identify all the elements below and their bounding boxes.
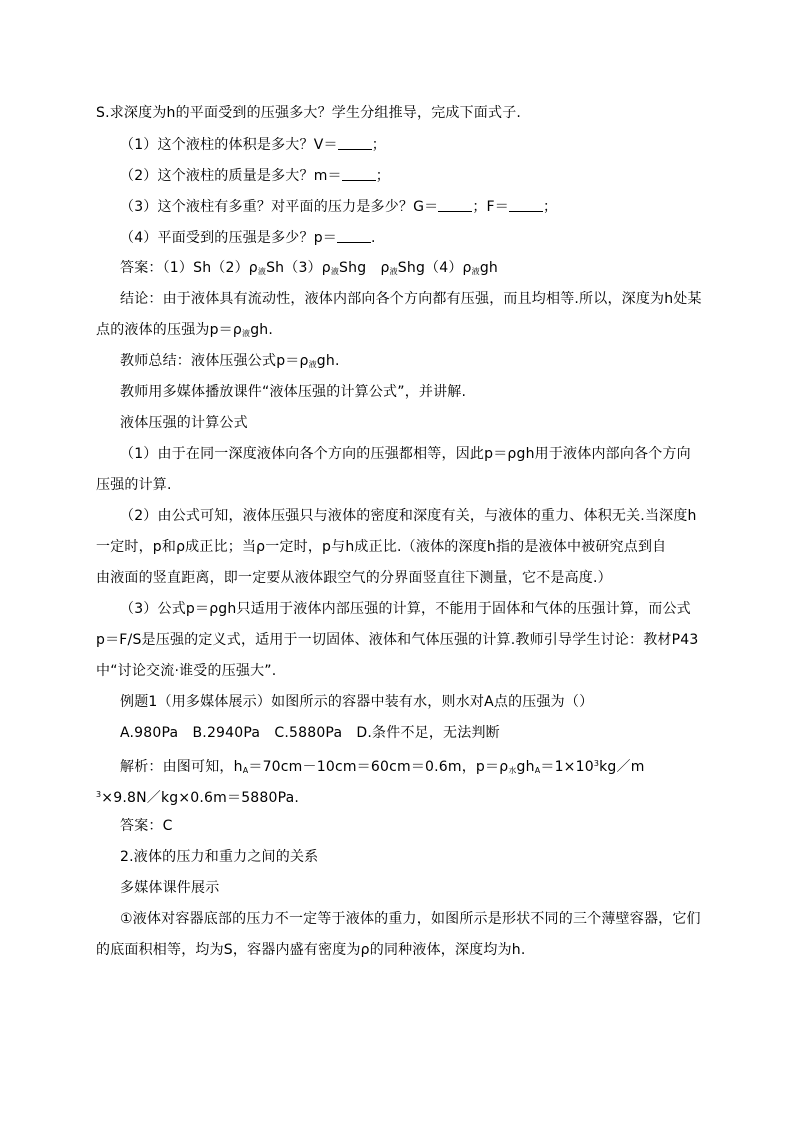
example-options: A.980Pa B.2940Pa C.5880Pa D.条件不足，无法判断 [120,725,500,741]
teacher-summary: 教师总结：液体压强公式$p=\rho_液gh$. [120,353,340,369]
text-line: （1）由于在同一深度液体向各个方向的压强都相等，因此p＝ρgh用于液体内部向各个方向 [120,446,691,462]
answer-line: 答案：$(1)Sh(2)\rho_液Sh(3)\rho_液Shg$ $\rho_液Shg(4)\rho_液gh$ [120,260,499,276]
answer-blank [438,197,472,212]
section-heading: 2.液体的压力和重力之间的关系 [120,849,319,865]
question-4: （4）平面受到的压强是多少？p＝ . [120,230,376,246]
answer-blank [338,135,372,150]
answer-blank [337,228,371,243]
text-line: 一定时，p和ρ成正比；当ρ一定时，p与h成正比.（液体的深度h指的是液体中被研究点到自 [96,539,667,555]
answer-line: 答案：C [120,818,173,834]
conclusion-line-cont: 点的液体的压强为$p=\rho_液gh$. [96,322,273,338]
answer-blank [342,166,376,181]
section-heading: 液体压强的计算公式 [120,415,248,431]
text-line: 教师用多媒体播放课件“液体压强的计算公式”，并讲解. [120,384,467,400]
text-line: 多媒体课件展示 [120,880,220,896]
example-question: 例题1（用多媒体展示）如图所示的容器中装有水，则水对A点的压强为（） [120,694,594,710]
text-line: （2）由公式可知，液体压强只与液体的密度和深度有关，与液体的重力、体积无关.当深度h [120,508,697,524]
text-line: 中“讨论交流·谁受的压强大”. [96,663,277,679]
solution-line: 解析：由图可知，$h_A=70cm-10cm=60cm=0.6m$，$p=\rho_水gh_A=1\times 10^3kg/m$ [120,759,645,775]
text-line: 由液面的竖直距离，即一定要从液体跟空气的分界面竖直往下测量，它不是高度.） [96,570,612,586]
text-line: （3）公式p＝ρgh只适用于液体内部压强的计算，不能用于固体和气体的压强计算，而公式 [120,601,691,617]
solution-line-cont: $^3$×9.8N／kg×0.6m＝5880Pa. [96,790,300,806]
question-2: （2）这个液柱的质量是多大？m＝ ； [120,168,390,184]
answer-blank [509,197,543,212]
text-line: 压强的计算. [96,477,172,493]
question-3: （3）这个液柱有多重？对平面的压力是多少？G＝ ；F＝ ； [120,199,558,215]
conclusion-line: 结论：由于液体具有流动性，液体内部向各个方向都有压强，而且均相等.所以，深度为h处某 [120,291,702,307]
text-line: p＝F/S是压强的定义式，适用于一切固体、液体和气体压强的计算.教师引导学生讨论：教材P43 [96,632,699,648]
text-line: ①液体对容器底部的压力不一定等于液体的重力，如图所示是形状不同的三个薄壁容器，它们 [120,911,701,927]
text-line: S.求深度为h的平面受到的压强多大？学生分组推导，完成下面式子. [96,105,522,121]
text-line: 的底面积相等，均为S，容器内盛有密度为ρ的同种液体，深度均为h. [96,942,526,958]
question-1: （1）这个液柱的体积是多大？V＝ ； [120,137,386,153]
